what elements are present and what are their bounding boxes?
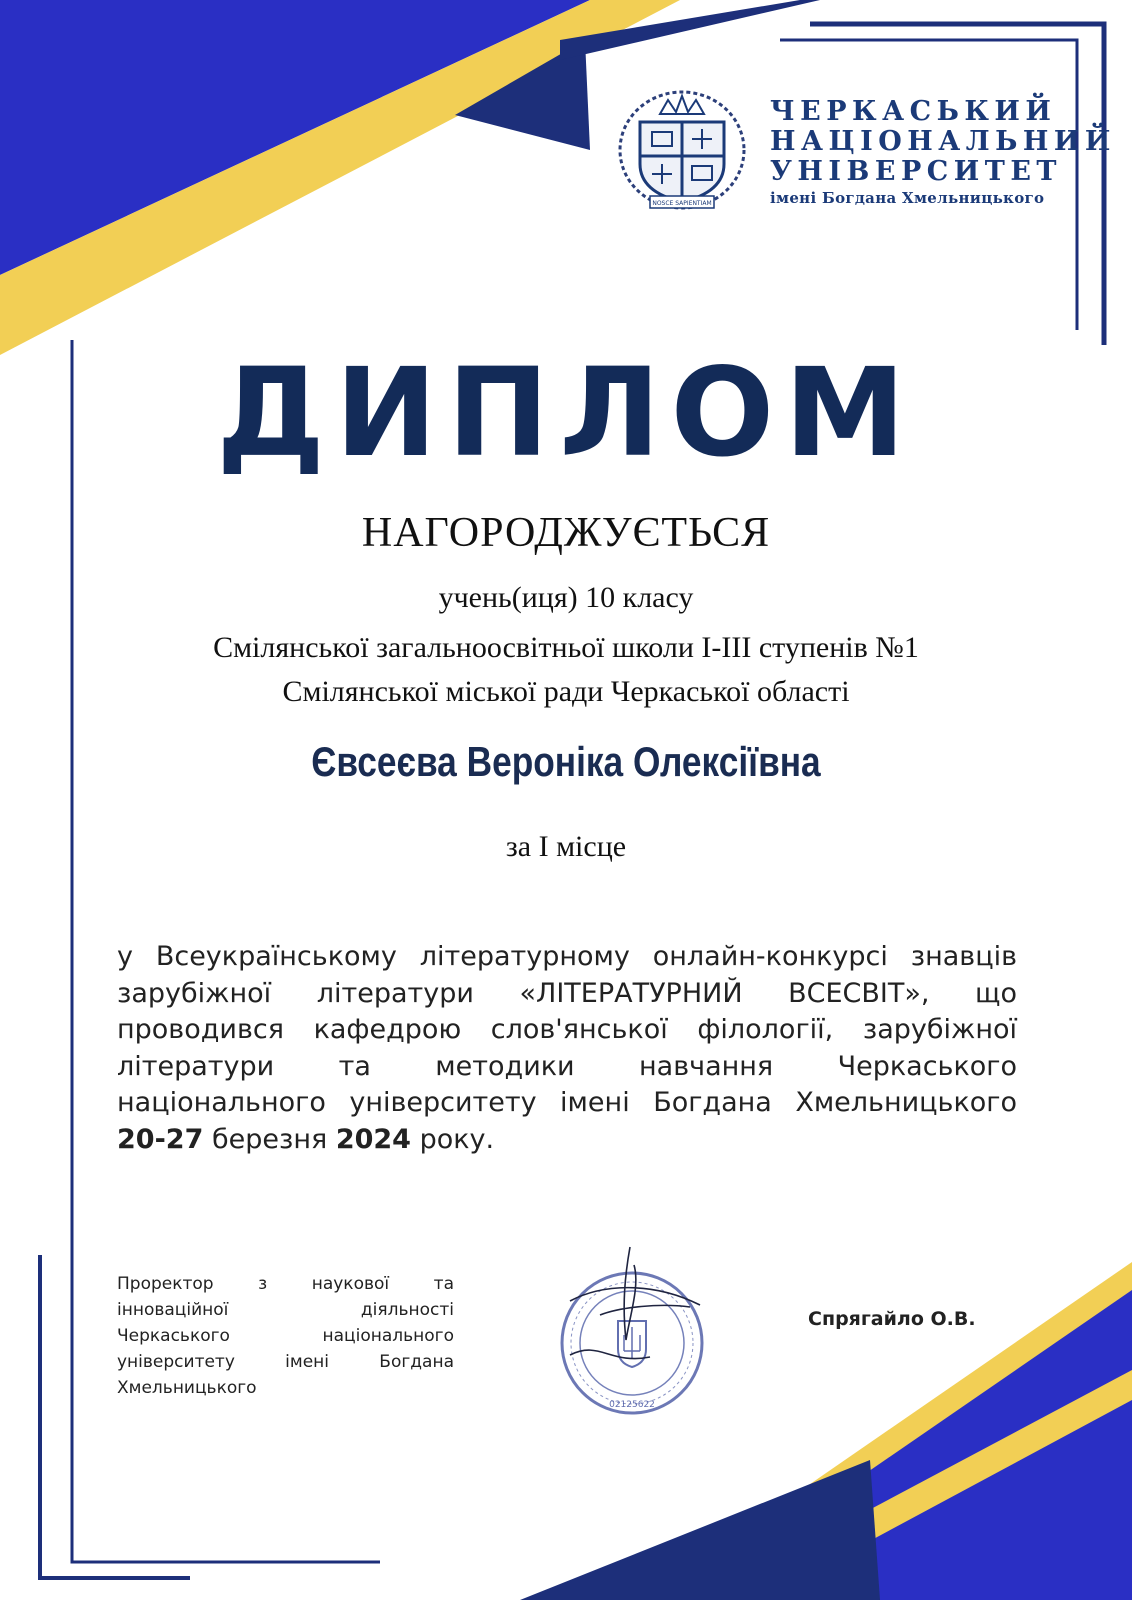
- place-text: за І місце: [505, 830, 627, 863]
- event-ending: року.: [419, 1123, 495, 1155]
- signatory-position: [117, 1271, 454, 1401]
- position-line: Хмельницького: [117, 1378, 257, 1398]
- position-line: університету імені Богдана: [117, 1352, 454, 1372]
- university-emblem: [612, 84, 752, 214]
- award-description: [117, 939, 1017, 1158]
- official-stamp: [530, 1245, 730, 1430]
- description-line: літератури та методики навчання Черкаського: [117, 1050, 1017, 1082]
- university-line-1: ЧЕРКАСЬКИЙ: [770, 96, 1057, 127]
- recipient-name: Євсеєва Вероніка Олексіївна: [311, 738, 821, 785]
- event-month: березня: [211, 1123, 328, 1155]
- emblem-motto: NOSCE SAPIENTIAM: [652, 200, 712, 207]
- position-line: Проректор з наукової та: [117, 1274, 454, 1294]
- student-school: Смілянської загальноосвітньої школи І-ІІІ ступенів №1: [213, 631, 919, 664]
- position-line: Черкаського національного: [117, 1326, 454, 1346]
- description-line: у Всеукраїнському літературному онлайн-конкурсі знавців: [117, 941, 1017, 972]
- student-council: Смілянської міської ради Черкаської області: [282, 675, 850, 708]
- position-line: інноваційної діяльності: [117, 1300, 454, 1320]
- university-line-2: НАЦІОНАЛЬНИЙ: [770, 126, 1116, 157]
- description-line: проводився кафедрою слов'янської філології, зарубіжної: [117, 1014, 1017, 1045]
- diploma-title: ДИПЛОМ: [216, 342, 916, 484]
- description-line: зарубіжної літератури «ЛІТЕРАТУРНИЙ ВСЕСВІТ», що: [117, 977, 1017, 1009]
- event-year: 2024: [335, 1123, 411, 1155]
- university-subtitle: імені Богдана Хмельницького: [770, 189, 1045, 207]
- description-dates-line: [117, 1122, 1017, 1159]
- student-class: учень(иця) 10 класу: [438, 581, 694, 614]
- event-dates: 20-27: [117, 1123, 204, 1155]
- university-line-3: УНІВЕРСИТЕТ: [770, 156, 1063, 187]
- signer-name: Спрягайло О.В.: [808, 1308, 976, 1330]
- description-line: національного університету імені Богдана Хмельницького: [117, 1087, 1017, 1118]
- award-label: НАГОРОДЖУЄТЬСЯ: [361, 510, 771, 556]
- stamp-code: 02125622: [609, 1400, 655, 1410]
- university-name: [770, 96, 1116, 208]
